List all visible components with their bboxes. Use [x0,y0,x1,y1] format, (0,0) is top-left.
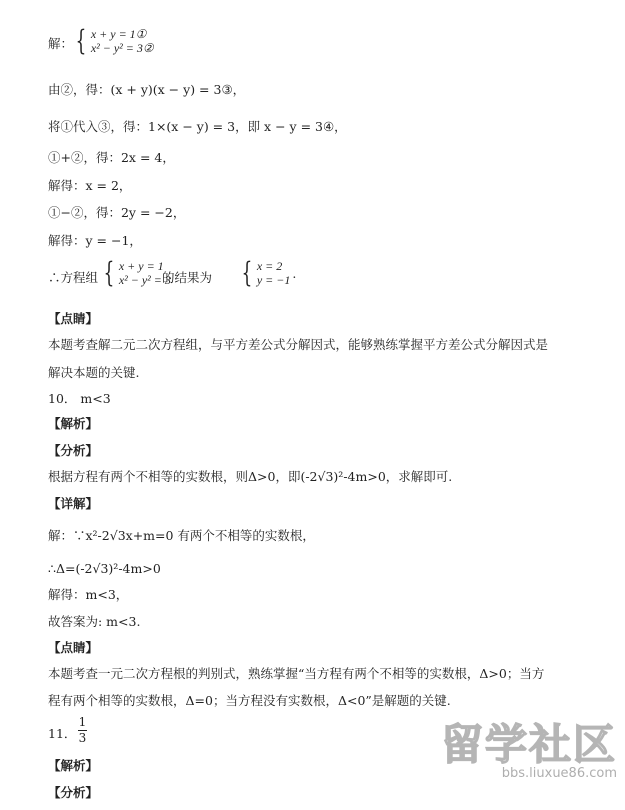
q10-analysis-heading: 【解析】 [48,416,99,431]
step-line-1: 由②，得：(x + y)(x − y) = 3③， [48,82,246,97]
conclusion-suffix: . [292,265,297,281]
q10-detail-3: 解得：m<3， [48,587,129,602]
fraction-numerator: 1 [78,715,87,729]
watermark-url: bbs.liuxue86.com [501,766,617,781]
equation-1: x + y = 1① [90,27,147,41]
q11-number: 11． [48,726,77,741]
conclusion-eq-1: x + y = 1 [118,259,164,273]
q11-analysis-heading: 【解析】 [48,758,99,773]
step-line-2: 将①代入③，得：1×(x − y) = 3，即 x − y = 3④， [48,119,347,134]
q10-answer: 10． m<3 [48,391,111,406]
review-heading: 【点睛】 [48,311,99,326]
q10-detail-4: 故答案为: m<3. [48,614,141,629]
brace-icon: { [241,256,253,289]
step-line-5: ①−②，得：2y = −2， [48,205,186,220]
equation-system [72,24,154,57]
brace-icon: { [103,256,115,289]
q10-review-1: 本题考查一元二次方程根的判别式，熟练掌握“当方程有两个不相等的实数根，Δ>0；当方 [48,666,545,681]
q10-fenxi-text: 根据方程有两个不相等的实数根，则Δ>0，即(-2√3)²-4m>0，求解即可. [48,469,453,484]
fraction-denominator: 3 [78,731,87,745]
q10-review-2: 程有两个相等的实数根，Δ=0；当方程没有实数根，Δ<0”是解题的关键. [48,693,451,708]
equation-2: x² − y² = 3② [90,41,154,55]
q10-detail-heading: 【详解】 [48,496,99,511]
conclusion-system [100,256,171,289]
watermark [441,720,617,781]
result-x: x = 2 [256,259,283,273]
watermark-logo: 留学社区 [440,720,617,769]
result-system [238,256,297,289]
conclusion-prefix: ∴方程组 [48,270,99,285]
result-y: y = −1 [256,273,291,287]
q11-fenxi-heading: 【分析】 [48,785,99,800]
step-line-4: 解得：x = 2， [48,178,132,193]
step-line-3: ①+②，得：2x = 4， [48,150,175,165]
q10-fenxi-heading: 【分析】 [48,443,99,458]
review-line-1: 本题考查解二元二次方程组，与平方差公式分解因式，能够熟练掌握平方差公式分解因式是 [48,337,549,352]
q11-fraction [78,716,87,745]
solution-label: 解： [48,36,74,51]
review-line-2: 解决本题的关键. [48,365,140,380]
brace-icon: { [75,24,87,57]
conclusion-eq-2: x² − y² = 3 [118,273,171,287]
q10-detail-1: 解：∵x²-2√3x+m=0 有两个不相等的实数根， [48,528,315,543]
q10-detail-2: ∴Δ=(-2√3)²-4m>0 [48,561,161,576]
q10-review-heading: 【点睛】 [48,640,99,655]
step-line-6: 解得：y = −1， [48,233,142,248]
conclusion-middle: 的结果为 [162,270,213,285]
